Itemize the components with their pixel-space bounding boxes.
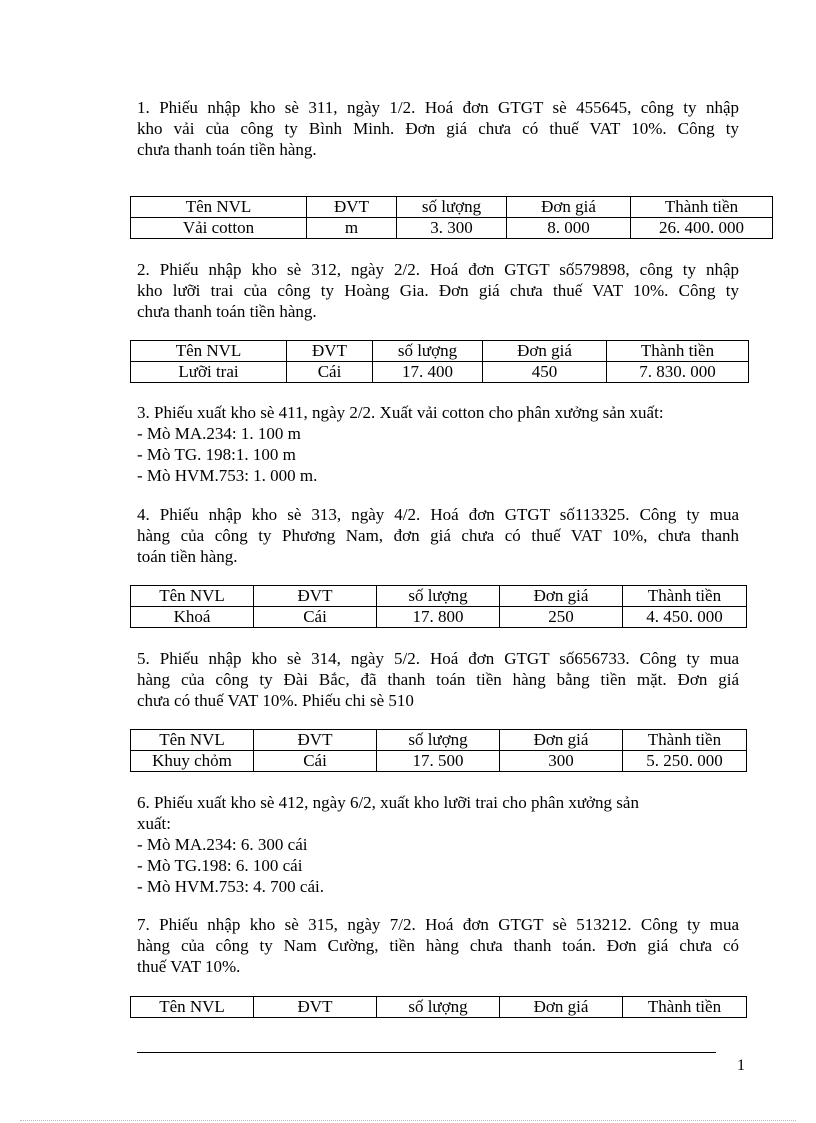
header-cell: Thành tiền [631,197,773,218]
header-cell: Thành tiền [607,341,749,362]
header-cell: ĐVT [254,586,377,607]
paragraph-5 [137,648,739,711]
paragraph-line: chưa có thuế VAT 10%. Phiếu chi sè 510 [137,691,414,710]
header-cell: số lượng [377,997,500,1018]
table-row [131,607,747,628]
table-header-row [131,586,747,607]
paragraph-3 [137,402,739,486]
table-cell: Khoá [131,607,254,628]
header-cell: số lượng [397,197,507,218]
list-item: - Mò MA.234: 6. 300 cái [137,835,308,854]
page-number: 1 [737,1057,745,1074]
paragraph-line: hàng của công ty Phương Nam, đơn giá chưa có thuế VAT 10%, chưa thanh [137,526,739,545]
header-cell: ĐVT [254,730,377,751]
paragraph-line: 7. Phiếu nhập kho sè 315, ngày 7/2. Hoá đơn GTGT sè 513212. Công ty mua [137,915,739,934]
header-cell: ĐVT [287,341,373,362]
header-cell: số lượng [373,341,483,362]
header-cell: Thành tiền [623,997,747,1018]
paragraph-line: hàng của công ty Đài Bắc, đã thanh toán tiền hàng bằng tiền mặt. Đơn giá [137,670,739,689]
list-item: - Mò HVM.753: 1. 000 m. [137,466,318,485]
table-cell: Vải cotton [131,218,307,239]
table-cell: 5. 250. 000 [623,751,747,772]
header-cell: Tên NVL [131,197,307,218]
header-cell: Tên NVL [131,730,254,751]
table-cell: 300 [500,751,623,772]
table-cell: Khuy chỏm [131,751,254,772]
table-header-row [131,997,747,1018]
paragraph-line: kho lưỡi trai của công ty Hoàng Gia. Đơn giá chưa thuế VAT 10%. Công ty [137,281,739,300]
table-header-row [131,730,747,751]
footer-rule [137,1052,716,1053]
header-cell: Tên NVL [131,341,287,362]
table-cell: 7. 830. 000 [607,362,749,383]
table-row [131,218,773,239]
table-cell: 17. 400 [373,362,483,383]
header-cell: Tên NVL [131,586,254,607]
table-cell: 26. 400. 000 [631,218,773,239]
paragraph-7 [137,914,739,977]
header-cell: Thành tiền [623,730,747,751]
paragraph-line: thuế VAT 10%. [137,957,241,976]
header-cell: Tên NVL [131,997,254,1018]
table-cell: Cái [254,751,377,772]
table-row [131,362,749,383]
paragraph-line: 4. Phiếu nhập kho sè 313, ngày 4/2. Hoá đơn GTGT số113325. Công ty mua [137,505,739,524]
paragraph-line: xuất: [137,814,171,833]
paragraph-line: 3. Phiếu xuất kho sè 411, ngày 2/2. Xuất vải cotton cho phân xưởng sản xuất: [137,403,664,422]
list-item: - Mò HVM.753: 4. 700 cái. [137,877,324,896]
table-cell: 250 [500,607,623,628]
table-cell: m [307,218,397,239]
header-cell: Đơn giá [500,730,623,751]
table-cell: 3. 300 [397,218,507,239]
table-3 [130,585,747,628]
header-cell: ĐVT [254,997,377,1018]
paragraph-line: 1. Phiếu nhập kho sè 311, ngày 1/2. Hoá đơn GTGT sè 455645, công ty nhập [137,98,739,117]
table-4 [130,729,747,772]
paragraph-2 [137,259,739,322]
paragraph-line: 2. Phiếu nhập kho sè 312, ngày 2/2. Hoá đơn GTGT số579898, công ty nhập [137,260,739,279]
paragraph-line: hàng của công ty Nam Cường, tiền hàng chưa thanh toán. Đơn giá chưa có [137,936,739,955]
paragraph-line: kho vải của công ty Bình Minh. Đơn giá chưa có thuế VAT 10%. Công ty [137,119,739,138]
table-cell: Cái [254,607,377,628]
table-header-row [131,197,773,218]
paragraph-line: toán tiền hàng. [137,547,238,566]
list-item: - Mò TG. 198:1. 100 m [137,445,296,464]
header-cell: Đơn giá [500,586,623,607]
header-cell: Đơn giá [483,341,607,362]
paragraph-6 [137,792,739,897]
paragraph-4 [137,504,739,567]
list-item: - Mò MA.234: 1. 100 m [137,424,301,443]
table-1 [130,196,773,239]
paragraph-1 [137,97,739,160]
header-cell: Đơn giá [500,997,623,1018]
paragraph-line: 6. Phiếu xuất kho sè 412, ngày 6/2, xuất kho lưỡi trai cho phân xưởng sản [137,793,639,812]
header-cell: Đơn giá [507,197,631,218]
page-edge-divider [20,1120,796,1121]
header-cell: ĐVT [307,197,397,218]
table-cell: 8. 000 [507,218,631,239]
header-cell: số lượng [377,730,500,751]
table-5 [130,996,747,1018]
table-header-row [131,341,749,362]
header-cell: số lượng [377,586,500,607]
table-row [131,751,747,772]
table-cell: 4. 450. 000 [623,607,747,628]
table-cell: 17. 500 [377,751,500,772]
table-cell: 450 [483,362,607,383]
paragraph-line: chưa thanh toán tiền hàng. [137,302,317,321]
table-cell: Cái [287,362,373,383]
list-item: - Mò TG.198: 6. 100 cái [137,856,303,875]
paragraph-line: chưa thanh toán tiền hàng. [137,140,317,159]
table-cell: 17. 800 [377,607,500,628]
header-cell: Thành tiền [623,586,747,607]
table-2 [130,340,749,383]
table-cell: Lưỡi trai [131,362,287,383]
paragraph-line: 5. Phiếu nhập kho sè 314, ngày 5/2. Hoá đơn GTGT số656733. Công ty mua [137,649,739,668]
